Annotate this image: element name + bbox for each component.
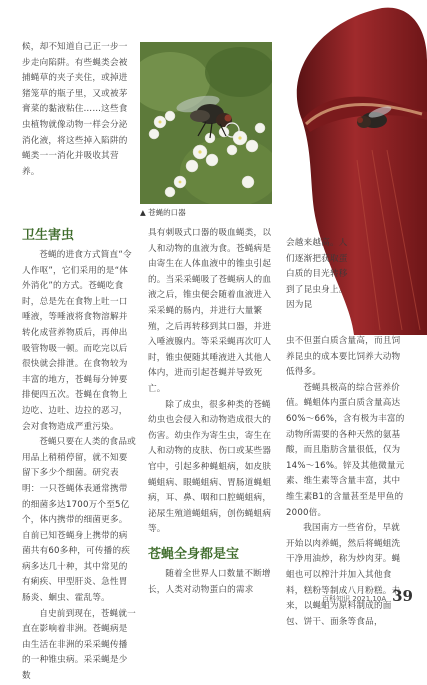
fly-on-flowers-image	[140, 42, 272, 204]
paragraph: 苍蝇具极高的综合营养价值。蝇蛆体内蛋白质含量高达60%～66%，含有极为丰富的动物所需要的各种天然的氨基酸，而且脂肪含量很低，仅为14%～16%。锌及其他微量元素、维生素等含量丰富，其中维生素B1的含量甚至是甲鱼的2000倍。	[286, 382, 405, 518]
page-number: 39	[392, 587, 413, 605]
paragraph: 虫不但蛋白质含量高，而且饲养昆虫的成本要比饲养大动物低得多。	[286, 336, 401, 378]
paragraph: 除了成虫，很多种类的苍蝇幼虫也会侵入和动物造成很大的伤害。幼虫作为寄生虫，寄生在人和动物的皮肤、伤口或某些器官中，引起多种蝇蛆病，如皮肤蝇蛆病、眼蝇蛆病、胃肠道蝇蛆病，耳、鼻、咽和口腔蝇蛆病，泌尿生殖道蝇蛆病，创伤蝇蛆病等。	[148, 399, 272, 535]
body-column-2-continued	[148, 567, 276, 598]
paragraph: 自史前到现在，苍蝇就一直在影响着非洲。苍蝇病是由生活在非洲的采采蝇传播的一种锥虫病。采采蝇是少数	[22, 608, 136, 682]
body-column-1	[22, 248, 136, 685]
section-heading-fly-is-treasure: 苍蝇全身都是宝	[148, 547, 240, 562]
body-column-3	[286, 334, 408, 630]
paragraph: 苍蝇的进食方式简直“令人作呕”，它们采用的是“体外消化”的方式。苍蝇吃食时，总是先在食物上吐一口唾液，等唾液将食物溶解并转化成营养物质后，再伸出吸管物吸一顿。而吃完以后很快就会排泄。在食物较为丰富的地方，苍蝇每分钟要排便四五次。苍蝇在食物上边吃、边吐、边拉的恶习，会对食物造成严重污染。	[22, 250, 132, 432]
magazine-issue: 百科知识 2021.10A	[322, 595, 387, 603]
paragraph: 会越来越高。人们逐渐把获取蛋白质的目光转移到了昆虫身上。因为昆	[286, 238, 348, 311]
body-column-2	[148, 226, 276, 538]
body-column-3-narrow	[286, 236, 352, 314]
paragraph: 具有刺吸式口器的吸血蝇类，以人和动物的血液为食。苍蝇病是由寄生在人体血液中的锥虫引起的。当采采蝇吸了苍蝇病人的血液之后，锥虫便会随着血液进入采采蝇的肠内，并进行大量繁殖，之后再转移到其口器，并进入唾液腺内。等采采蝇再次叮人时，锥虫便随其唾液进入其他人体内，进而引起苍蝇并导致死亡。	[148, 228, 272, 394]
paragraph: 我国南方一些省份，早就开始以肉养蝇，然后将蝇蛆洗干净用油炒，称为炒肉芽。蝇蛆也可以榨汁并加入其他食料，糕粉等制成八月粉糕。未来，以蝇蛆为原料制成的面包、饼干、面条等食品，	[286, 523, 401, 627]
intro-column	[22, 40, 134, 180]
photo-caption: ▲ 苍蝇的口器	[140, 208, 186, 217]
section-heading-hygiene-pest: 卫生害虫	[22, 228, 75, 243]
intro-paragraph: 候，却不知道自己正一步一步走向陷阱。有些蝇类会被捕蝇草的夹子夹住，或掉进猪笼草的瓶子里，又或被茅膏菜的黏液粘住……这些食虫植物就像动物一样会分泌消化液，将这些掉入陷阱的蝇类一一消化并吸收其营养。	[22, 42, 128, 177]
fly-mouthparts-photo	[140, 42, 272, 204]
paragraph: 苍蝇只要在人类的食品或用品上稍稍停留，就不知要留下多少个细菌。研究表明：一只苍蝇体表通常携带的细菌多达1700万个至5亿个，体内携带的细菌更多。自前已知苍蝇身上携带的病菌共有60多种，可传播的疾病多达几十种，其中常见的有痢疾、甲型肝炎、急性胃肠炎、蛔虫、霍乱等。	[22, 437, 136, 604]
page-footer	[322, 587, 413, 605]
paragraph: 随着全世界人口数量不断增长，人类对动物蛋白的需求	[148, 569, 271, 595]
